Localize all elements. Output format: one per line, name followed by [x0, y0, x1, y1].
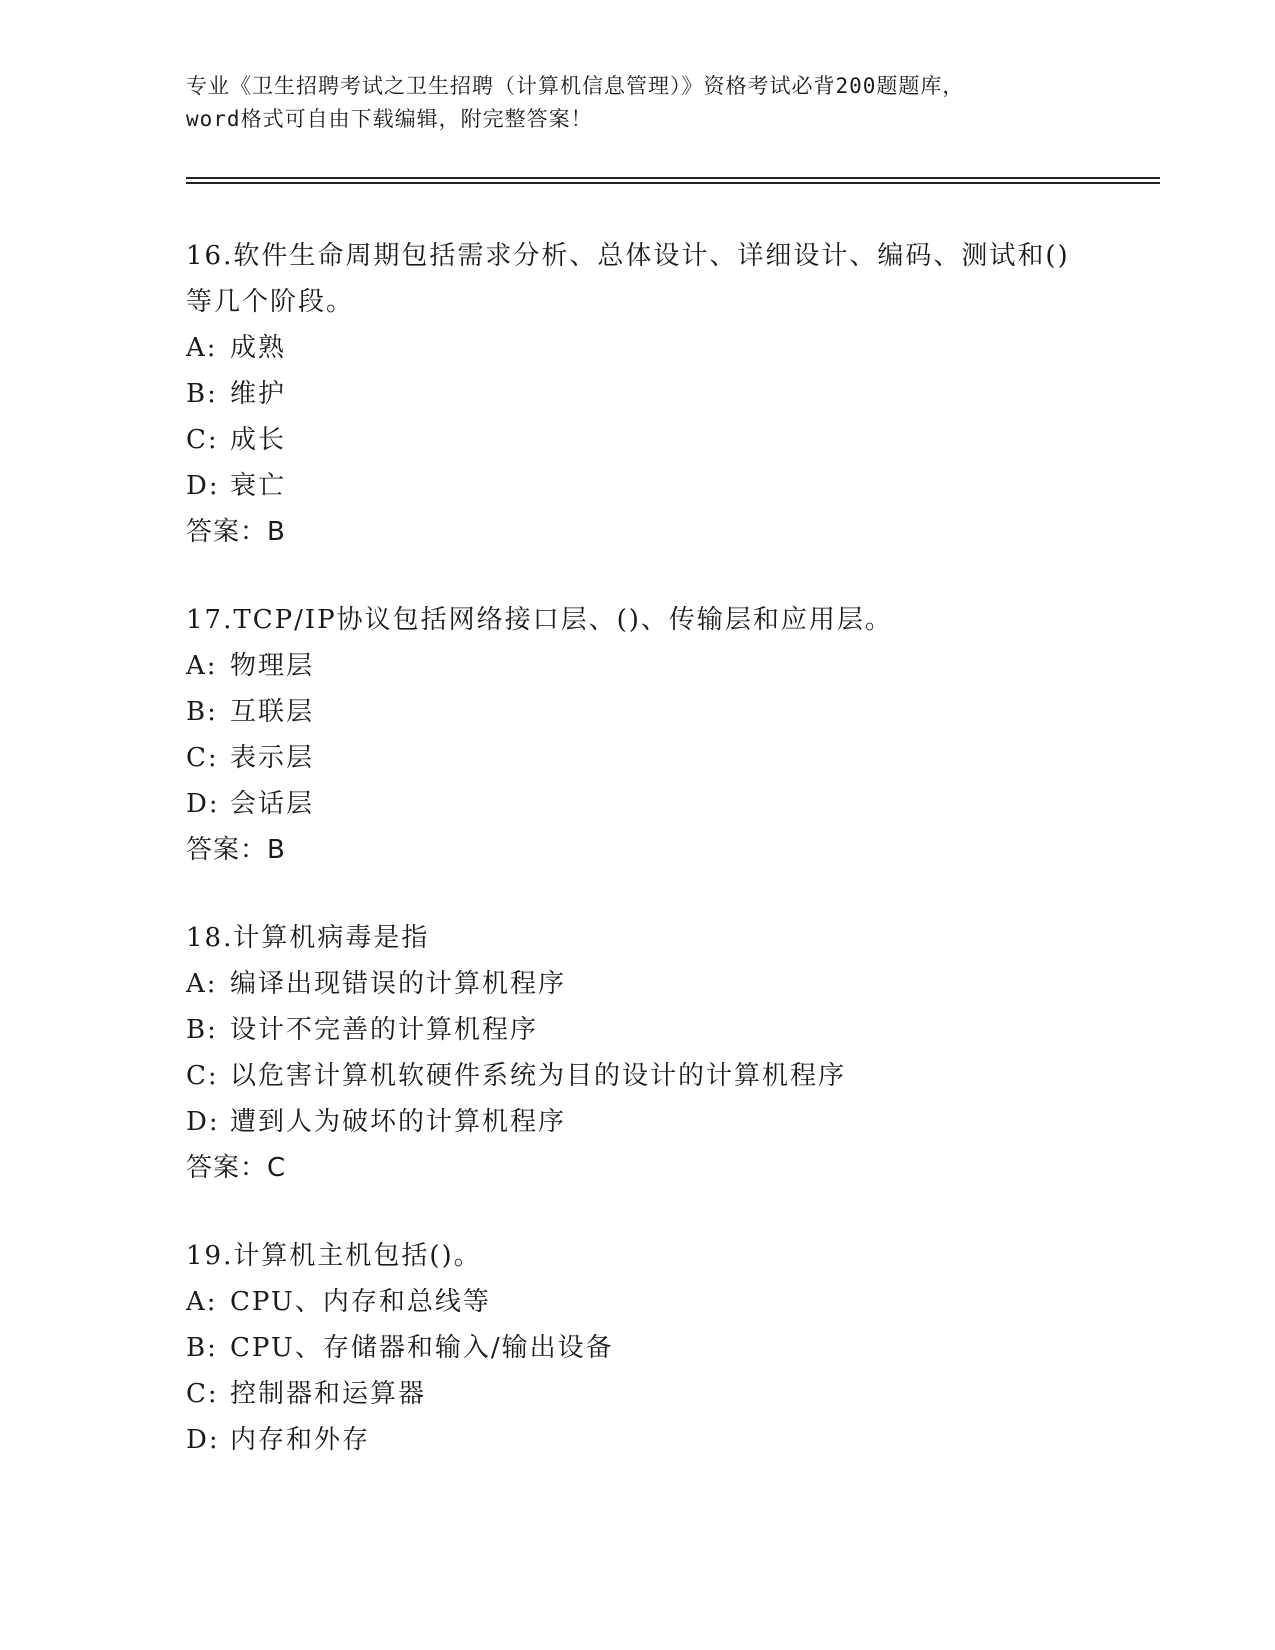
option-c: [186, 735, 1146, 781]
document-header: [186, 70, 1126, 136]
option-c: [186, 417, 1146, 463]
option-letter: B:: [186, 379, 218, 409]
option-d: [186, 1099, 1146, 1145]
option-text: 控制器和运算器: [230, 1379, 427, 1409]
answer-line: 答案：C: [186, 1153, 287, 1183]
option-text: 设计不完善的计算机程序: [230, 1015, 539, 1045]
option-letter: C:: [186, 1379, 219, 1409]
option-a: [186, 1279, 1146, 1325]
option-letter: D:: [186, 1107, 220, 1137]
option-text: 互联层: [230, 697, 315, 727]
option-letter: C:: [186, 1061, 219, 1091]
option-text: 以危害计算机软硬件系统为目的设计的计算机程序: [230, 1061, 847, 1091]
answer-line: 答案：B: [186, 517, 286, 547]
option-letter: B:: [186, 697, 218, 727]
header-divider-bottom: [186, 182, 1160, 184]
option-letter: D:: [186, 471, 220, 501]
option-d: [186, 463, 1146, 509]
option-d: [186, 1417, 1146, 1463]
option-a: [186, 961, 1146, 1007]
option-letter: A:: [186, 651, 218, 681]
answer-line: 答案：B: [186, 835, 286, 865]
question-stem: 计算机主机包括()。: [233, 1241, 482, 1271]
header-line-2: word格式可自由下载编辑，附完整答案！: [186, 107, 593, 131]
option-text: 会话层: [230, 789, 315, 819]
option-letter: D:: [186, 789, 220, 819]
question-17: [186, 597, 1146, 873]
option-text: 成熟: [230, 333, 287, 363]
option-b: [186, 1325, 1146, 1371]
option-text: 物理层: [230, 651, 315, 681]
question-stem: 软件生命周期包括需求分析、总体设计、详细设计、编码、测试和()等几个阶段。: [186, 241, 1070, 317]
question-list: [186, 233, 1146, 1505]
question-stem: 计算机病毒是指: [233, 923, 430, 953]
option-text: 编译出现错误的计算机程序: [230, 969, 567, 999]
option-text: 内存和外存: [230, 1425, 371, 1455]
question-number: 19.: [186, 1241, 234, 1271]
option-b: [186, 371, 1146, 417]
question-number: 16.: [186, 241, 234, 271]
question-number: 17.: [186, 605, 234, 635]
option-text: 衰亡: [230, 471, 287, 501]
question-text: [186, 597, 1086, 643]
question-text: [186, 915, 1086, 961]
question-18: [186, 915, 1146, 1191]
option-letter: B:: [186, 1015, 218, 1045]
option-a: [186, 643, 1146, 689]
option-letter: A:: [186, 1287, 218, 1317]
question-number: 18.: [186, 923, 234, 953]
option-b: [186, 689, 1146, 735]
option-letter: A:: [186, 333, 218, 363]
header-line-1: 专业《卫生招聘考试之卫生招聘（计算机信息管理）》资格考试必背200题题库，: [186, 74, 965, 98]
option-c: [186, 1371, 1146, 1417]
question-stem: TCP/IP协议包括网络接口层、()、传输层和应用层。: [233, 605, 893, 635]
option-letter: D:: [186, 1425, 220, 1455]
option-text: CPU、存储器和输入/输出设备: [230, 1333, 614, 1363]
option-letter: C:: [186, 425, 219, 455]
question-text: [186, 233, 1086, 325]
option-text: 遭到人为破坏的计算机程序: [230, 1107, 567, 1137]
question-text: [186, 1233, 1086, 1279]
option-b: [186, 1007, 1146, 1053]
option-letter: C:: [186, 743, 219, 773]
question-19: [186, 1233, 1146, 1463]
option-text: 维护: [230, 379, 287, 409]
option-text: 表示层: [230, 743, 315, 773]
header-divider-top: [186, 177, 1160, 179]
option-text: 成长: [230, 425, 287, 455]
option-d: [186, 781, 1146, 827]
option-a: [186, 325, 1146, 371]
option-text: CPU、内存和总线等: [230, 1287, 491, 1317]
question-16: [186, 233, 1146, 555]
option-letter: A:: [186, 969, 218, 999]
option-c: [186, 1053, 1146, 1099]
option-letter: B:: [186, 1333, 218, 1363]
